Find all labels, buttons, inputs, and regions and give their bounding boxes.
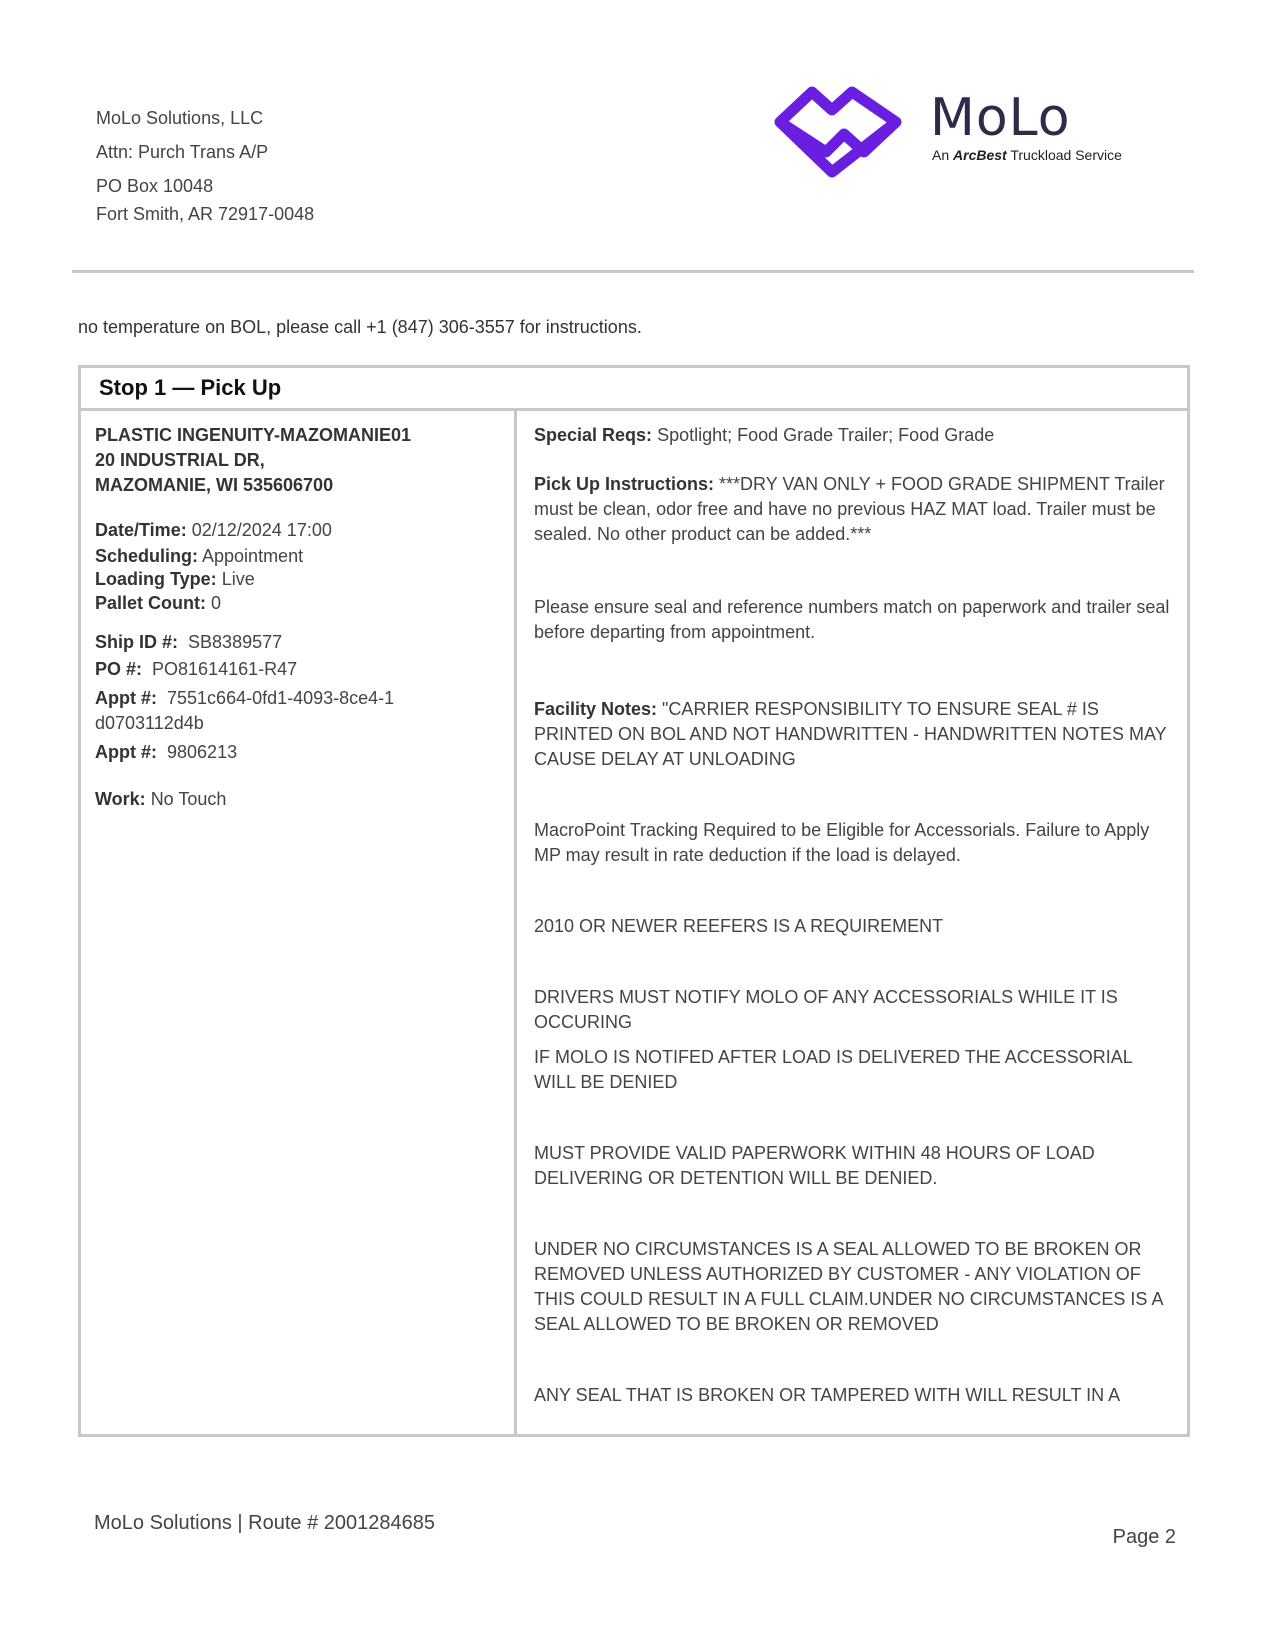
tampered-note: ANY SEAL THAT IS BROKEN OR TAMPERED WITH WILL RESULT IN A [534, 1385, 1121, 1405]
facility-address [95, 423, 500, 498]
stop-details-column [81, 411, 517, 1434]
company-logo [770, 84, 1150, 184]
appt-label-1: Appt #: [95, 688, 157, 708]
notify-note: DRIVERS MUST NOTIFY MOLO OF ANY ACCESSORIALS WHILE IT IS OCCURING [534, 987, 1118, 1032]
address-line-attn: Attn: Purch Trans A/P [96, 142, 269, 162]
po-value: PO81614161-R47 [152, 659, 298, 679]
pallet-count-row [95, 591, 500, 616]
stop-box [78, 365, 1190, 1437]
sender-address [96, 104, 314, 228]
date-time-value: 02/12/2024 17:00 [191, 520, 332, 540]
loading-type-value: Live [221, 569, 255, 589]
ship-id-label: Ship ID #: [95, 632, 179, 652]
logo-tag-brand: ArcBest [953, 147, 1007, 163]
address-line-pobox: PO Box 10048 [96, 176, 214, 196]
stop-title: Stop 1 — Pick Up [81, 368, 1187, 411]
footer-route: MoLo Solutions | Route # 2001284685 [94, 1512, 436, 1534]
ship-id-value: SB8389577 [188, 632, 283, 652]
special-reqs [534, 423, 1173, 448]
facility-city: MAZOMANIE, WI 535606700 [95, 475, 334, 495]
temperature-notice: no temperature on BOL, please call +1 (847) 306-3557 for instructions. [78, 317, 642, 337]
macropoint-note: MacroPoint Tracking Required to be Eligible for Accessorials. Failure to Apply MP may result in rate deduction if the load is delayed. [534, 820, 1150, 865]
ship-id-row [95, 630, 500, 655]
scheduling-label: Scheduling: [95, 546, 198, 566]
work-value: No Touch [150, 789, 227, 809]
date-time-row [95, 518, 500, 543]
molo-logo-mark-icon [770, 84, 910, 184]
loading-type-label: Loading Type: [95, 569, 217, 589]
appt-row-1 [95, 686, 395, 736]
date-time-label: Date/Time: [95, 520, 187, 540]
reefers-note: 2010 OR NEWER REEFERS IS A REQUIREMENT [534, 916, 944, 936]
facility-notes [534, 697, 1173, 772]
facility-notes-value: "CARRIER RESPONSIBILITY TO ENSURE SEAL # IS PRINTED ON BOL AND NOT HANDWRITTEN - HANDWRITTEN NOTES MAY CAUSE DELAY AT UNLOADING [534, 699, 1167, 769]
pallet-count-label: Pallet Count: [95, 593, 206, 613]
appt-value-2: 9806213 [167, 742, 238, 762]
stop-instructions-column [517, 411, 1187, 1434]
pallet-count-value: 0 [211, 593, 222, 613]
pickup-instructions-value: ***DRY VAN ONLY + FOOD GRADE SHIPMENT Trailer must be clean, odor free and have no previous HAZ MAT load. Trailer must be sealed. No other product can be added.*** [534, 474, 1165, 544]
logo-wordmark: MoLo [930, 88, 1071, 148]
special-reqs-label: Special Reqs: [534, 425, 653, 445]
logo-tag-suffix: Truckload Service [1010, 147, 1122, 163]
address-line-city: Fort Smith, AR 72917-0048 [96, 204, 315, 224]
appt-row-2 [95, 740, 500, 765]
logo-tagline [932, 147, 1122, 163]
po-row [95, 657, 500, 682]
special-reqs-value: Spotlight; Food Grade Trailer; Food Grade [657, 425, 995, 445]
facility-street: 20 INDUSTRIAL DR, [95, 450, 265, 470]
seal-note: Please ensure seal and reference numbers match on paperwork and trailer seal before departing from appointment. [534, 597, 1170, 642]
work-label: Work: [95, 789, 146, 809]
loading-type-row [95, 569, 500, 589]
logo-tag-prefix: An [932, 147, 950, 163]
address-line-company: MoLo Solutions, LLC [96, 108, 264, 128]
seal-broken-note: UNDER NO CIRCUMSTANCES IS A SEAL ALLOWED TO BE BROKEN OR REMOVED UNLESS AUTHORIZED BY CUSTOMER - ANY VIOLATION OF THIS COULD RESULT IN A FULL CLAIM.UNDER NO CIRCUMSTANCES IS A SEAL ALLOWED TO BE BROKEN OR REMOVED [534, 1239, 1163, 1334]
facility-notes-label: Facility Notes: [534, 699, 658, 719]
page-number: Page 2 [1112, 1526, 1176, 1548]
header-divider [72, 270, 1194, 273]
denied-note: IF MOLO IS NOTIFED AFTER LOAD IS DELIVERED THE ACCESSORIAL WILL BE DENIED [534, 1047, 1133, 1092]
scheduling-row [95, 544, 500, 569]
paperwork-note: MUST PROVIDE VALID PAPERWORK WITHIN 48 HOURS OF LOAD DELIVERING OR DETENTION WILL BE DENIED. [534, 1143, 1095, 1188]
appt-value-1: 7551c664-0fd1-4093-8ce4-1d0703112d4b [95, 688, 395, 733]
pickup-instructions-label: Pick Up Instructions: [534, 474, 715, 494]
appt-label-2: Appt #: [95, 742, 157, 762]
work-row [95, 787, 500, 812]
scheduling-value: Appointment [202, 546, 304, 566]
po-label: PO #: [95, 659, 143, 679]
facility-name: PLASTIC INGENUITY-MAZOMANIE01 [95, 425, 412, 445]
pickup-instructions [534, 472, 1173, 547]
